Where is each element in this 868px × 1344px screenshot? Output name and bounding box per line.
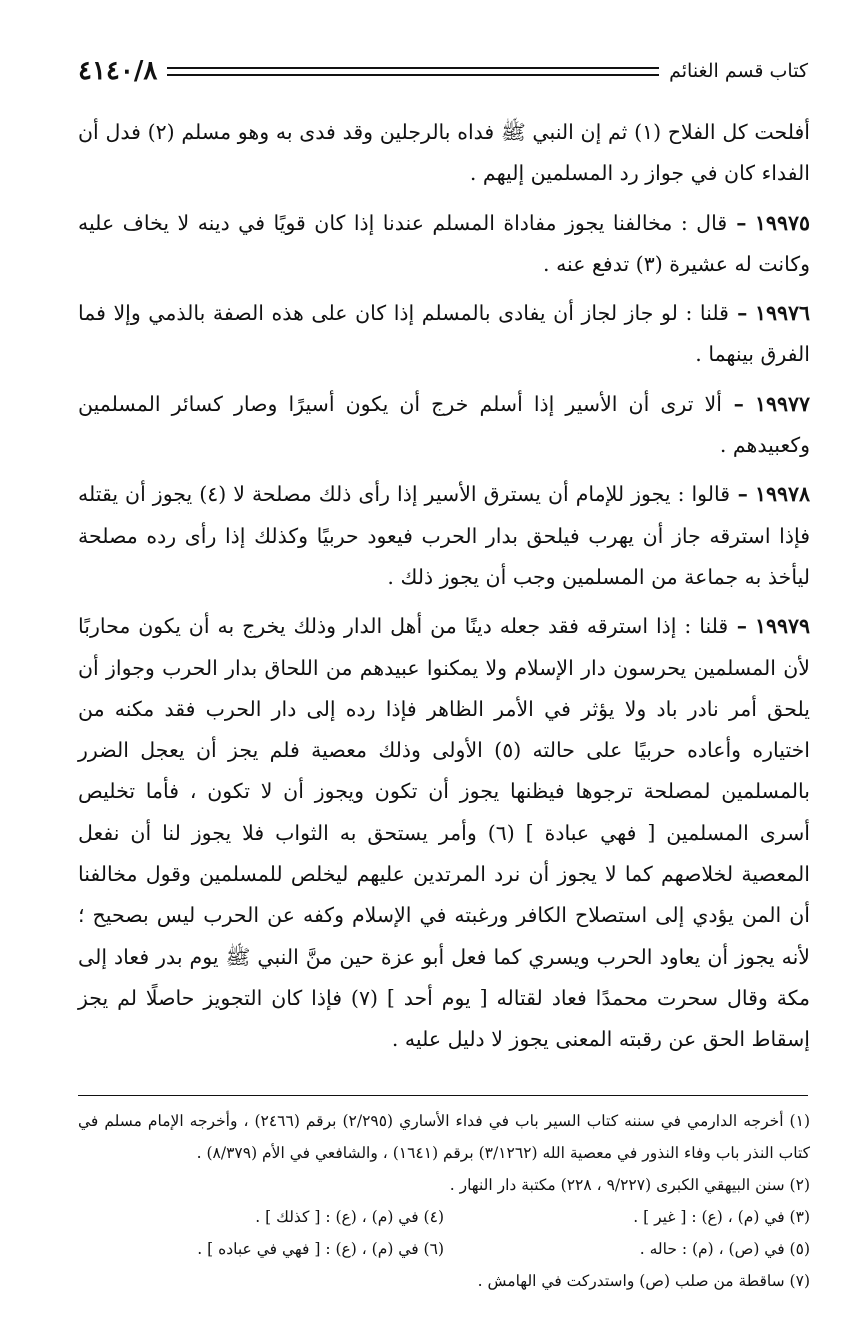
footnote-divider	[78, 1095, 808, 1096]
paragraph-number: ١٩٩٧٥	[754, 210, 810, 235]
footnote-2: (٢) سنن البيهقي الكبرى (٩/٢٢٧ ، ٢٢٨) مكتبة دار النهار .	[449, 1176, 810, 1194]
footnote-7: (٧) ساقطة من صلب (ص) واستدركت في الهامش .	[477, 1272, 810, 1290]
paragraph-number: ١٩٩٧٩	[754, 614, 811, 639]
book-title: كتاب قسم الغنائم	[669, 60, 808, 82]
number-dash: –	[728, 301, 748, 326]
paragraph	[78, 203, 810, 286]
paragraph	[78, 112, 810, 195]
paragraph-number: ١٩٩٧٧	[754, 391, 810, 416]
paragraph-number: ١٩٩٧٦	[754, 301, 810, 326]
paragraph-text: قالوا : يجوز للإمام أن يسترق الأسير إذا رأى ذلك مصلحة لا (٤) يجوز أن يقتله فإذا استرقه جاز أن يهرب فيلحق بدار الحرب فيعود حربيًا وكذلك إذا رأى رده مصلحة ليأخذ به جماعة من المسلمين وجب أن يجوز ذلك .	[78, 482, 810, 589]
paragraph	[78, 384, 810, 467]
number-dash: –	[727, 210, 747, 235]
number-dash: –	[721, 391, 744, 416]
paragraph-text: ألا ترى أن الأسير إذا أسلم خرج أن يكون أسيرًا وصار كسائر المسلمين وكعبيدهم .	[78, 391, 810, 458]
main-text	[78, 112, 810, 1069]
page-header	[78, 50, 808, 92]
paragraph-text: قال : مخالفنا يجوز مفاداة المسلم عندنا إذا كان قويًا في دينه لا يخاف عليه وكانت له عشيرة (٣) تدفع عنه .	[78, 210, 810, 276]
page-number: ٤١٤٠/٨	[78, 56, 158, 86]
header-rule	[167, 67, 659, 76]
paragraph-text: قلنا : لو جاز لجاز أن يفادى بالمسلم إذا كان على هذه الصفة بالذمي وإلا فما الفرق بينهما .	[78, 301, 810, 367]
footnote-row	[78, 1201, 810, 1233]
paragraph-number: ١٩٩٧٨	[754, 482, 811, 507]
paragraph-text: قلنا : إذا استرقه فقد جعله دينًا من أهل الدار وذلك يخرج به أن يكون محاربًا لأن المسلمين يحرسون دار الإسلام ولا يمكنوا عبيدهم من اللحاق بدار الحرب وجواز أن يلحق أمر نادر باد ولا يؤثر في الأمر الظاهر فإذا رده إلى دار الحرب فقد مكنه من اختياره وأعاده حربيًا على حالته (٥) الأولى وذلك معصية فلم يجز أن يعجل الضرر بالمسلمين لمصلحة ترجوها فيظنها يجوز أن تكون ويجوز أن لا تكون ، فأما تخليص أسرى المسلمين [ فهي عبادة ] (٦) وأمر يستحق به الثواب فلا يجوز لنا أن نفعل المعصية لخلاصهم كما لا يجوز أن نرد المرتدين عليهم ليخلص للمسلمين وقول مخالفنا أن المن يؤدي إلى استصلاح الكافر ورغبته في الإسلام وكفه عن الحرب ليس بصحيح ؛ لأنه يجوز أن يعاود الحرب ويسري كما فعل أبو عزة حين منَّ النبي ﷺ يوم بدر فعاد إلى مكة وقال سحرت محمدًا فعاد لقتاله [ يوم أحد ] (٧) فإذا كان التجويز حاصلًا لم يجز إسقاط الحق عن رقبته المعنى يجوز لا دليل عليه .	[78, 614, 811, 1052]
footnote-3: (٣) في (م) ، (ع) : [ غير ] .	[633, 1208, 810, 1226]
number-dash: –	[728, 614, 748, 639]
paragraph	[78, 474, 810, 598]
number-dash: –	[730, 482, 748, 507]
footnote-1: (١) أخرجه الدارمي في سننه كتاب السير باب في فداء الأساري (٢/٢٩٥) برقم (٢٤٦٦) ، وأخرجه الإمام مسلم في كتاب النذر باب وفاء النذور في معصية الله (٣/١٢٦٢) برقم (١٦٤١) ، والشافعي في الأم (٨/٣٧٩) .	[78, 1112, 810, 1162]
footnote-row	[78, 1233, 810, 1265]
footnote-6: (٦) في (م) ، (ع) : [ فهي في عباده ] .	[197, 1240, 444, 1258]
footnote-4: (٤) في (م) ، (ع) : [ كذلك ] .	[255, 1208, 444, 1226]
footnotes	[78, 1105, 810, 1297]
paragraph	[78, 293, 810, 376]
paragraph-text: أفلحت كل الفلاح (١) ثم إن النبي ﷺ فداه بالرجلين وقد فدى به وهو مسلم (٢) فدل أن الفداء كان في جواز رد المسلمين إليهم .	[78, 120, 810, 186]
footnote-5: (٥) في (ص) ، (م) : حاله .	[639, 1240, 810, 1258]
paragraph	[78, 606, 810, 1060]
